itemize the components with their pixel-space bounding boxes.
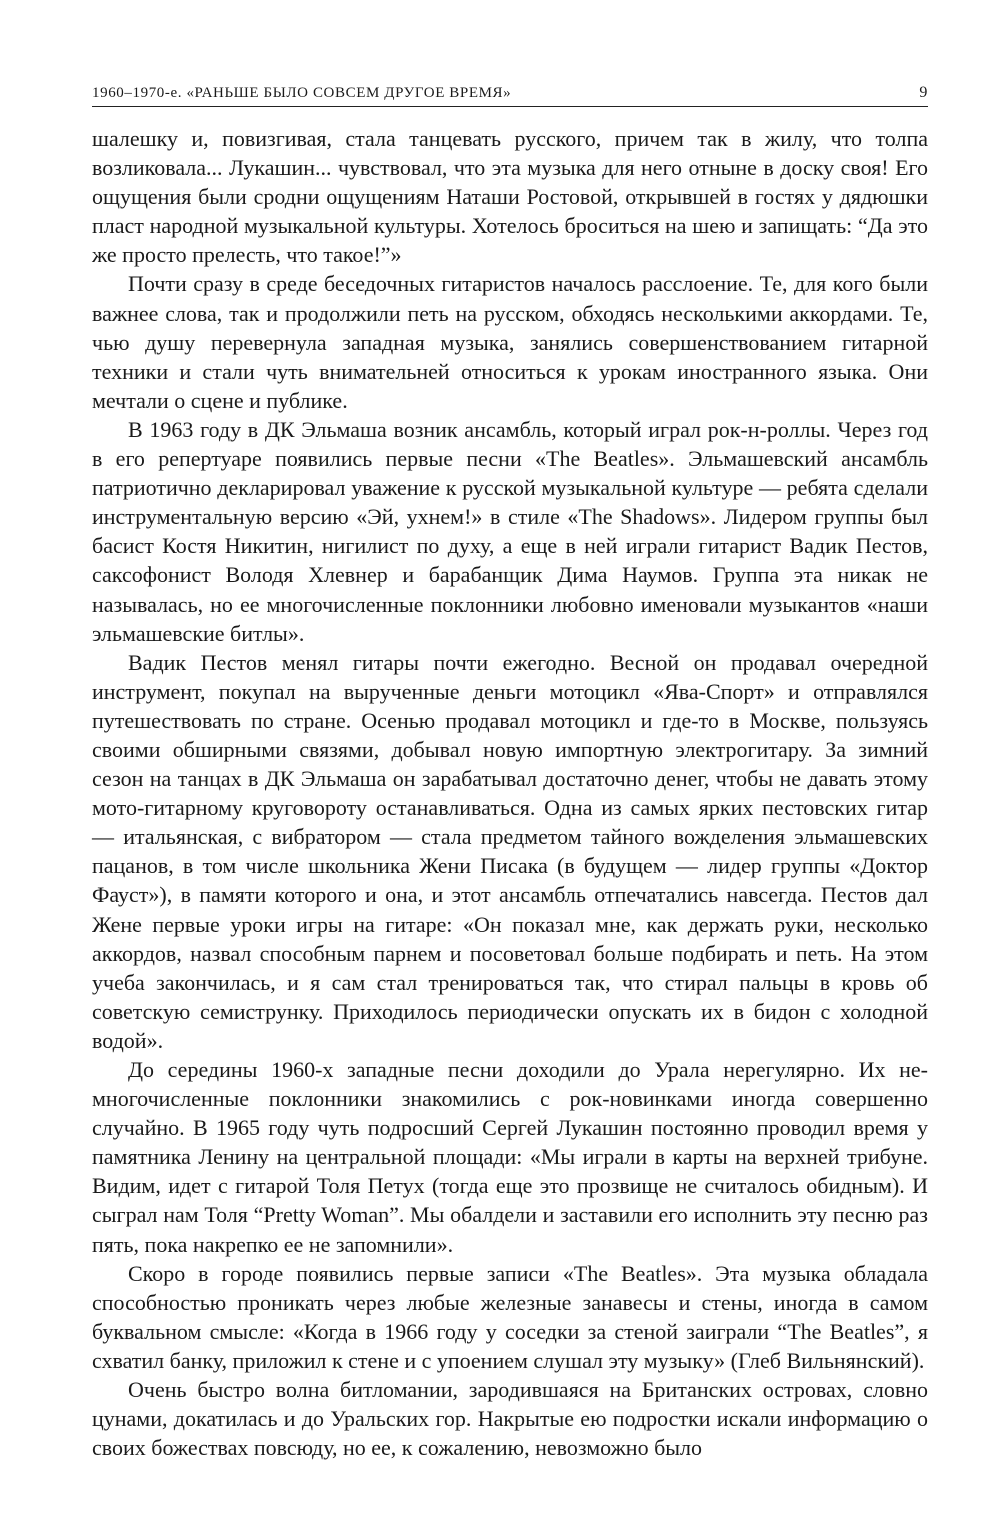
running-header bbox=[92, 72, 928, 102]
paragraph: Почти сразу в среде беседочных гитаристов началось расслоение. Те, для кого были важнее слова, так и продолжили петь на русском, обходясь несколькими аккордами. Те, чью душу перевернула западная музыка, занялись совершенствованием гитарной техники и стали чуть внимательней относиться к урокам иностранного языка. Они мечтали о сцене и публике. bbox=[92, 271, 928, 413]
header-divider bbox=[92, 106, 928, 107]
paragraph: Скоро в городе появились первые записи «The Beatles». Эта музыка обладала способностью проникать через любые железные занавесы и стены, иногда в самом буквальном смысле: «Когда в 1966 году у соседки за стеной заиграли “The Beatles”, я схватил банку, приложил к стене и с упоением слушал эту музыку» (Глеб Вильнянский). bbox=[92, 1260, 928, 1373]
paragraph: В 1963 году в ДК Эльмаша возник ансамбль, который играл рок-н-роллы. Через год в его репертуаре появились первые песни «The Beatles». Эльмашевский ансамбль патриотично декларировал уважение к русской музыкальной культуре — ребята сделали инструментальную версию «Эй, ухнем!» в стиле «The Shadows». Лидером группы был басист Костя Никитин, нигилист по духу, а еще в ней играли гитарист Вадик Пестов, саксофонист Володя Хлевнер и барабанщик Дима Наумов. Группа эта никак не называлась, но ее многочисленные поклонники любовно именовали музыкантов «наши эльмашевские битлы». bbox=[92, 416, 928, 646]
page-number: 9 bbox=[919, 84, 928, 101]
paragraph-continued: шалешку и, повизгивая, стала танцевать русского, причем так в жилу, что толпа возликовала... Лукашин... чувствовал, что эта музыка для него отныне в доску своя! Его ощущения были сродни ощущениям Наташи Ростовой, открывшей в гостях у дядюшки пласт народной музыкальной культуры. Хотелось броситься на шею и запищать: “Да это же просто прелесть, что такое!”» bbox=[92, 126, 928, 268]
body-text bbox=[92, 124, 928, 1462]
chapter-title: 1960–1970-е. «РАНЬШЕ БЫЛО СОВСЕМ ДРУГОЕ ВРЕМЯ» bbox=[92, 85, 512, 101]
paragraph: До середины 1960-х западные песни доходили до Урала нерегулярно. Их немногочисленные поклонники знакомились с рок-новинками иногда совершенно случайно. В 1965 году чуть подросший Сергей Лукашин постоянно проводил время у памятника Ленину на центральной площади: «Мы играли в карты на верхней трибуне. Видим, идет с гитарой Толя Петух (тогда еще это прозвище не считалось обидным). И сыграл нам Толя “Pretty Woman”. Мы обалдели и заставили его исполнить эту песню раз пять, пока накрепко ее не запомнили». bbox=[92, 1057, 928, 1257]
paragraph: Вадик Пестов менял гитары почти ежегодно. Весной он продавал очередной инструмент, покупал на вырученные деньги мотоцикл «Ява-Спорт» и отправлялся путешествовать по стране. Осенью продавал мотоцикл и где-то в Москве, пользуясь своими обширными связями, добывал новую импортную электрогитару. За зимний сезон на танцах в ДК Эльмаша он зарабатывал достаточно денег, чтобы не давать этому мото-гитарному круговороту останавливаться. Одна из самых ярких пестовских гитар — итальянская, с вибратором — стала предметом тайного вожделения эльмашевских пацанов, в том числе школьника Жени Писака (в будущем — лидер группы «Доктор Фауст»), в памяти которого и она, и этот ансамбль отпечатались навсегда. Пестов дал Жене первые уроки игры на гитаре: «Он показал мне, как держать руки, несколько аккордов, назвал способным парнем и посоветовал больше подбирать и петь. На этом учеба закончилась, и я сам стал тренироваться так, что стирал пальцы в кровь об советскую семиструнку. Приходилось периодически опускать их в бидон с холодной водой». bbox=[92, 649, 928, 1053]
paragraph: Очень быстро волна битломании, зародившаяся на Британских островах, словно цунами, докатилась и до Уральских гор. Накрытые ею подростки искали информацию о своих божествах повсюду, но ее, к сожалению, невозможно было bbox=[92, 1377, 928, 1461]
